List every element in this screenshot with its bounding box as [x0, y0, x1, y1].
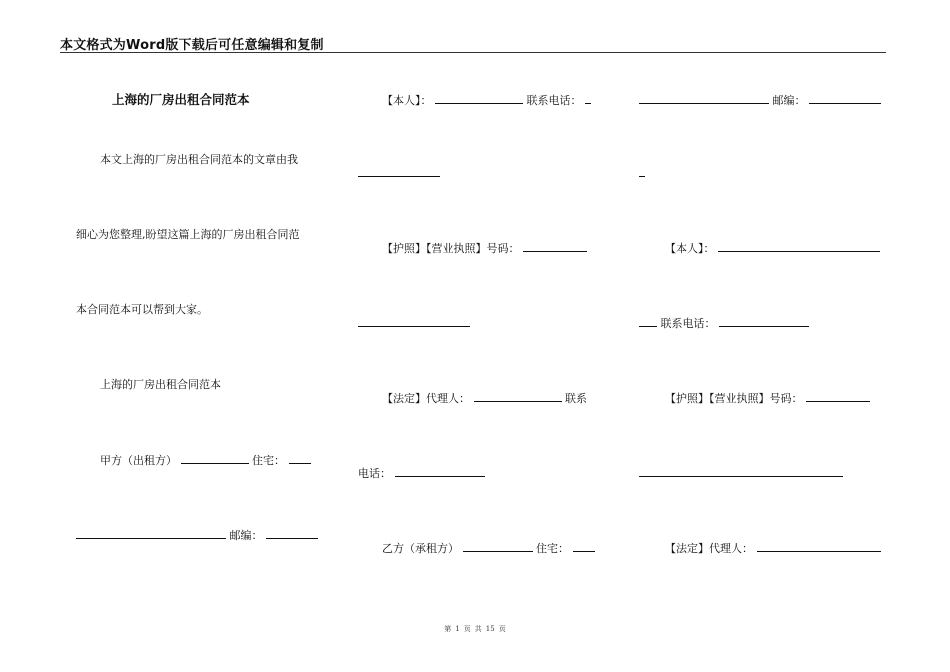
footer-page-label-2: 页	[463, 625, 471, 633]
party-b-line	[382, 541, 595, 556]
document-heading-text: 上海的厂房出租合同范本	[112, 92, 250, 107]
right-address-blank	[639, 93, 769, 104]
phone-head-label: 电话：	[358, 467, 391, 480]
intro-text-1: 本文上海的厂房出租合同范本的文章由我	[100, 153, 298, 166]
right-id-doc-line	[665, 391, 870, 406]
right-postcode-line	[639, 93, 881, 108]
contract-title-line	[100, 378, 221, 392]
document-heading	[112, 93, 250, 107]
phone-blank	[585, 93, 591, 104]
party-a-line	[100, 453, 311, 468]
right-postcode-continuation-line	[639, 166, 645, 181]
party-b-residence-blank	[573, 541, 595, 552]
intro-line-3	[76, 303, 208, 317]
middle-column	[358, 60, 608, 620]
phone-continuation-line	[358, 166, 440, 181]
legal-rep-line	[382, 391, 587, 406]
phone-head-line	[358, 466, 485, 481]
header-title: 本文格式为Word版下载后可任意编辑和复制	[60, 38, 324, 53]
party-a-name-blank	[181, 453, 249, 464]
right-postcode-continuation-blank	[639, 166, 645, 177]
right-phone-line	[639, 316, 809, 331]
right-self-label: 【本人】：	[665, 242, 715, 255]
postcode-label: 邮编：	[229, 529, 263, 542]
intro-text-2: 细心为您整理,盼望这篇上海的厂房出租合同范	[76, 228, 300, 241]
right-legal-rep-blank	[757, 541, 881, 552]
footer-current-page: 1	[455, 625, 460, 633]
footer-page-label-3: 页	[498, 625, 506, 633]
party-b-residence-label: 住宅：	[536, 542, 569, 555]
right-id-doc-label: 【护照】【营业执照】号码：	[665, 392, 803, 405]
page-footer	[0, 624, 950, 634]
intro-line-1	[100, 153, 298, 167]
self-blank	[435, 93, 523, 104]
right-id-continuation-blank	[639, 466, 843, 477]
right-postcode-label: 邮编：	[772, 94, 806, 107]
page-header	[60, 32, 886, 53]
right-id-doc-blank	[806, 391, 870, 402]
intro-line-2	[76, 228, 300, 242]
id-continuation-line	[358, 316, 470, 331]
right-phone-lead-blank	[639, 316, 657, 327]
id-continuation-blank	[358, 316, 470, 327]
intro-text-3: 本合同范本可以帮到大家。	[76, 303, 208, 316]
right-legal-rep-line	[665, 541, 881, 556]
left-column	[76, 60, 321, 620]
right-column	[639, 60, 887, 620]
postcode-line	[76, 528, 318, 543]
self-line	[382, 93, 591, 108]
right-postcode-blank	[809, 93, 881, 104]
party-b-label: 乙方（承租方）	[382, 542, 459, 555]
footer-total-label: 共	[474, 625, 482, 633]
contact-tail-label: 联系	[565, 392, 587, 405]
id-doc-label: 【护照】【营业执照】号码：	[382, 242, 520, 255]
legal-rep-blank	[474, 391, 562, 402]
right-phone-blank	[719, 316, 809, 327]
right-legal-rep-label: 【法定】代理人：	[665, 542, 753, 555]
footer-total-pages: 15	[485, 625, 495, 633]
right-phone-label: 联系电话：	[660, 317, 716, 330]
right-id-continuation-line	[639, 466, 843, 481]
residence-label: 住宅：	[252, 454, 285, 467]
id-doc-blank	[523, 241, 587, 252]
contract-title-text: 上海的厂房出租合同范本	[100, 378, 221, 391]
address-blank	[76, 528, 226, 539]
legal-rep-label: 【法定】代理人：	[382, 392, 470, 405]
postcode-blank	[266, 528, 318, 539]
right-self-blank	[718, 241, 880, 252]
phone-head-blank	[395, 466, 485, 477]
party-b-name-blank	[463, 541, 533, 552]
id-doc-line	[382, 241, 587, 256]
phone-continuation-blank	[358, 166, 440, 177]
right-self-line	[665, 241, 880, 256]
residence-blank	[289, 453, 311, 464]
self-label: 【本人】：	[382, 94, 432, 107]
footer-page-label-1: 第	[444, 625, 452, 633]
phone-label: 联系电话：	[526, 94, 582, 107]
party-a-label: 甲方（出租方）	[100, 454, 177, 467]
